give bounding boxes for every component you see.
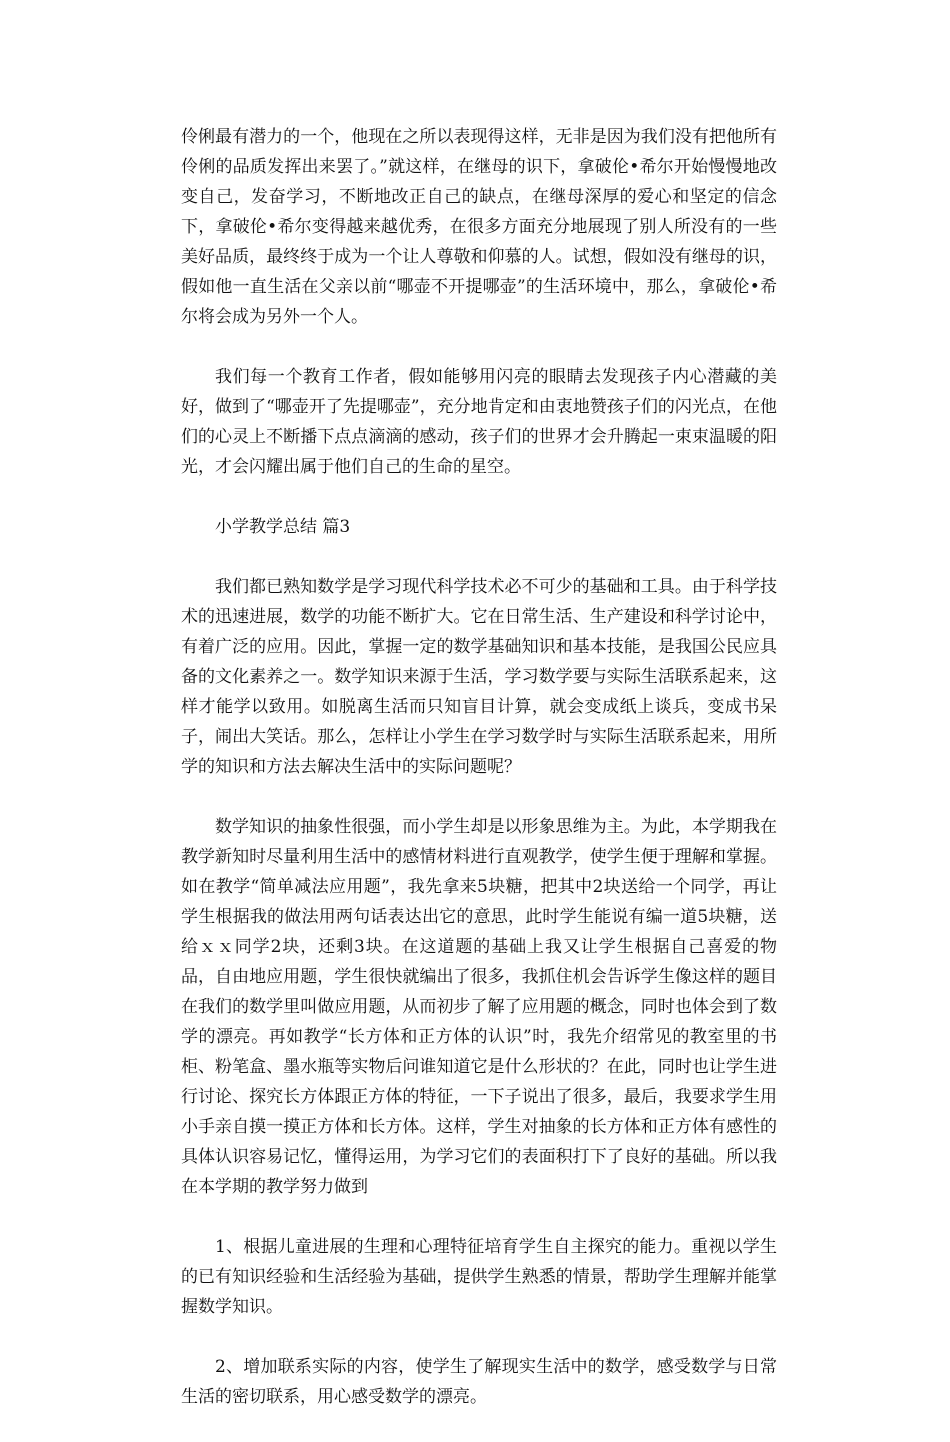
- paragraph-continuation: 伶俐最有潜力的一个，他现在之所以表现得这样，无非是因为我们没有把他所有伶俐的品质发挥出来罢了。”就这样，在继母的识下，拿破伦•希尔开始慢慢地改变自己，发奋学习，不断地改正自己的缺点，在继母深厚的爱心和坚定的信念下，拿破伦•希尔变得越来越优秀，在很多方面充分地展现了别人所没有的一些美好品质，最终终于成为一个让人尊敬和仰慕的人。试想，假如没有继母的识，假如他一直生活在父亲以前“哪壶不开提哪壶”的生活环境中，那么，拿破伦•希尔将会成为另外一个人。: [181, 127, 777, 327]
- paragraph-math-intro: 我们都已熟知数学是学习现代科学技术必不可少的基础和工具。由于科学技术的迅速进展，数学的功能不断扩大。它在日常生活、生产建设和科学讨论中，有着广泛的应用。因此，掌握一定的数学基础知识和基本技能，是我国公民应具备的文化素养之一。数学知识来源于生活，学习数学要与实际生活联系起来，这样才能学以致用。如脱离生活而只知盲目计算，就会变成纸上谈兵，变成书呆子，闹出大笑话。那么，怎样让小学生在学习数学时与实际生活联系起来，用所学的知识和方法去解决生活中的实际问题呢？: [181, 577, 777, 777]
- paragraph-point-1: 1、根据儿童进展的生理和心理特征培育学生自主探究的能力。重视以学生的已有知识经验和生活经验为基础，提供学生熟悉的情景，帮助学生理解并能掌握数学知识。: [181, 1237, 777, 1317]
- section-heading: 小学教学总结 篇3: [215, 517, 351, 537]
- paragraph-point-2: 2、增加联系实际的内容，使学生了解现实生活中的数学，感受数学与日常生活的密切联系，用心感受数学的漂亮。: [181, 1357, 777, 1407]
- document-body: [181, 122, 777, 1442]
- paragraph-teaching-examples: 数学知识的抽象性很强，而小学生却是以形象思维为主。为此，本学期我在教学新知时尽量利用生活中的感情材料进行直观教学，使学生便于理解和掌握。如在教学“简单减法应用题”，我先拿来5块糖，把其中2块送给一个同学，再让学生根据我的做法用两句话表达出它的意思，此时学生能说有编一道5块糖，送给ｘｘ同学2块，还剩3块。在这道题的基础上我又让学生根据自己喜爱的物品，自由地应用题，学生很快就编出了很多，我抓住机会告诉学生像这样的题目在我们的数学里叫做应用题，从而初步了解了应用题的概念，同时也体会到了数学的漂亮。再如教学“长方体和正方体的认识”时，我先介绍常见的教室里的书柜、粉笔盒、墨水瓶等实物后问谁知道它是什么形状的？在此，同时也让学生进行讨论、探究长方体跟正方体的特征，一下子说出了很多，最后，我要求学生用小手亲自摸一摸正方体和长方体。这样，学生对抽象的长方体和正方体有感性的具体认识容易记忆，懂得运用，为学习它们的表面积打下了良好的基础。所以我在本学期的教学努力做到: [181, 817, 777, 1197]
- paragraph-educators: 我们每一个教育工作者，假如能够用闪亮的眼睛去发现孩子内心潜藏的美好，做到了“哪壶开了先提哪壶”，充分地肯定和由衷地赞孩子们的闪光点，在他们的心灵上不断播下点点滴滴的感动，孩子们的世界才会升腾起一束束温暖的阳光，才会闪耀出属于他们自己的生命的星空。: [181, 367, 777, 477]
